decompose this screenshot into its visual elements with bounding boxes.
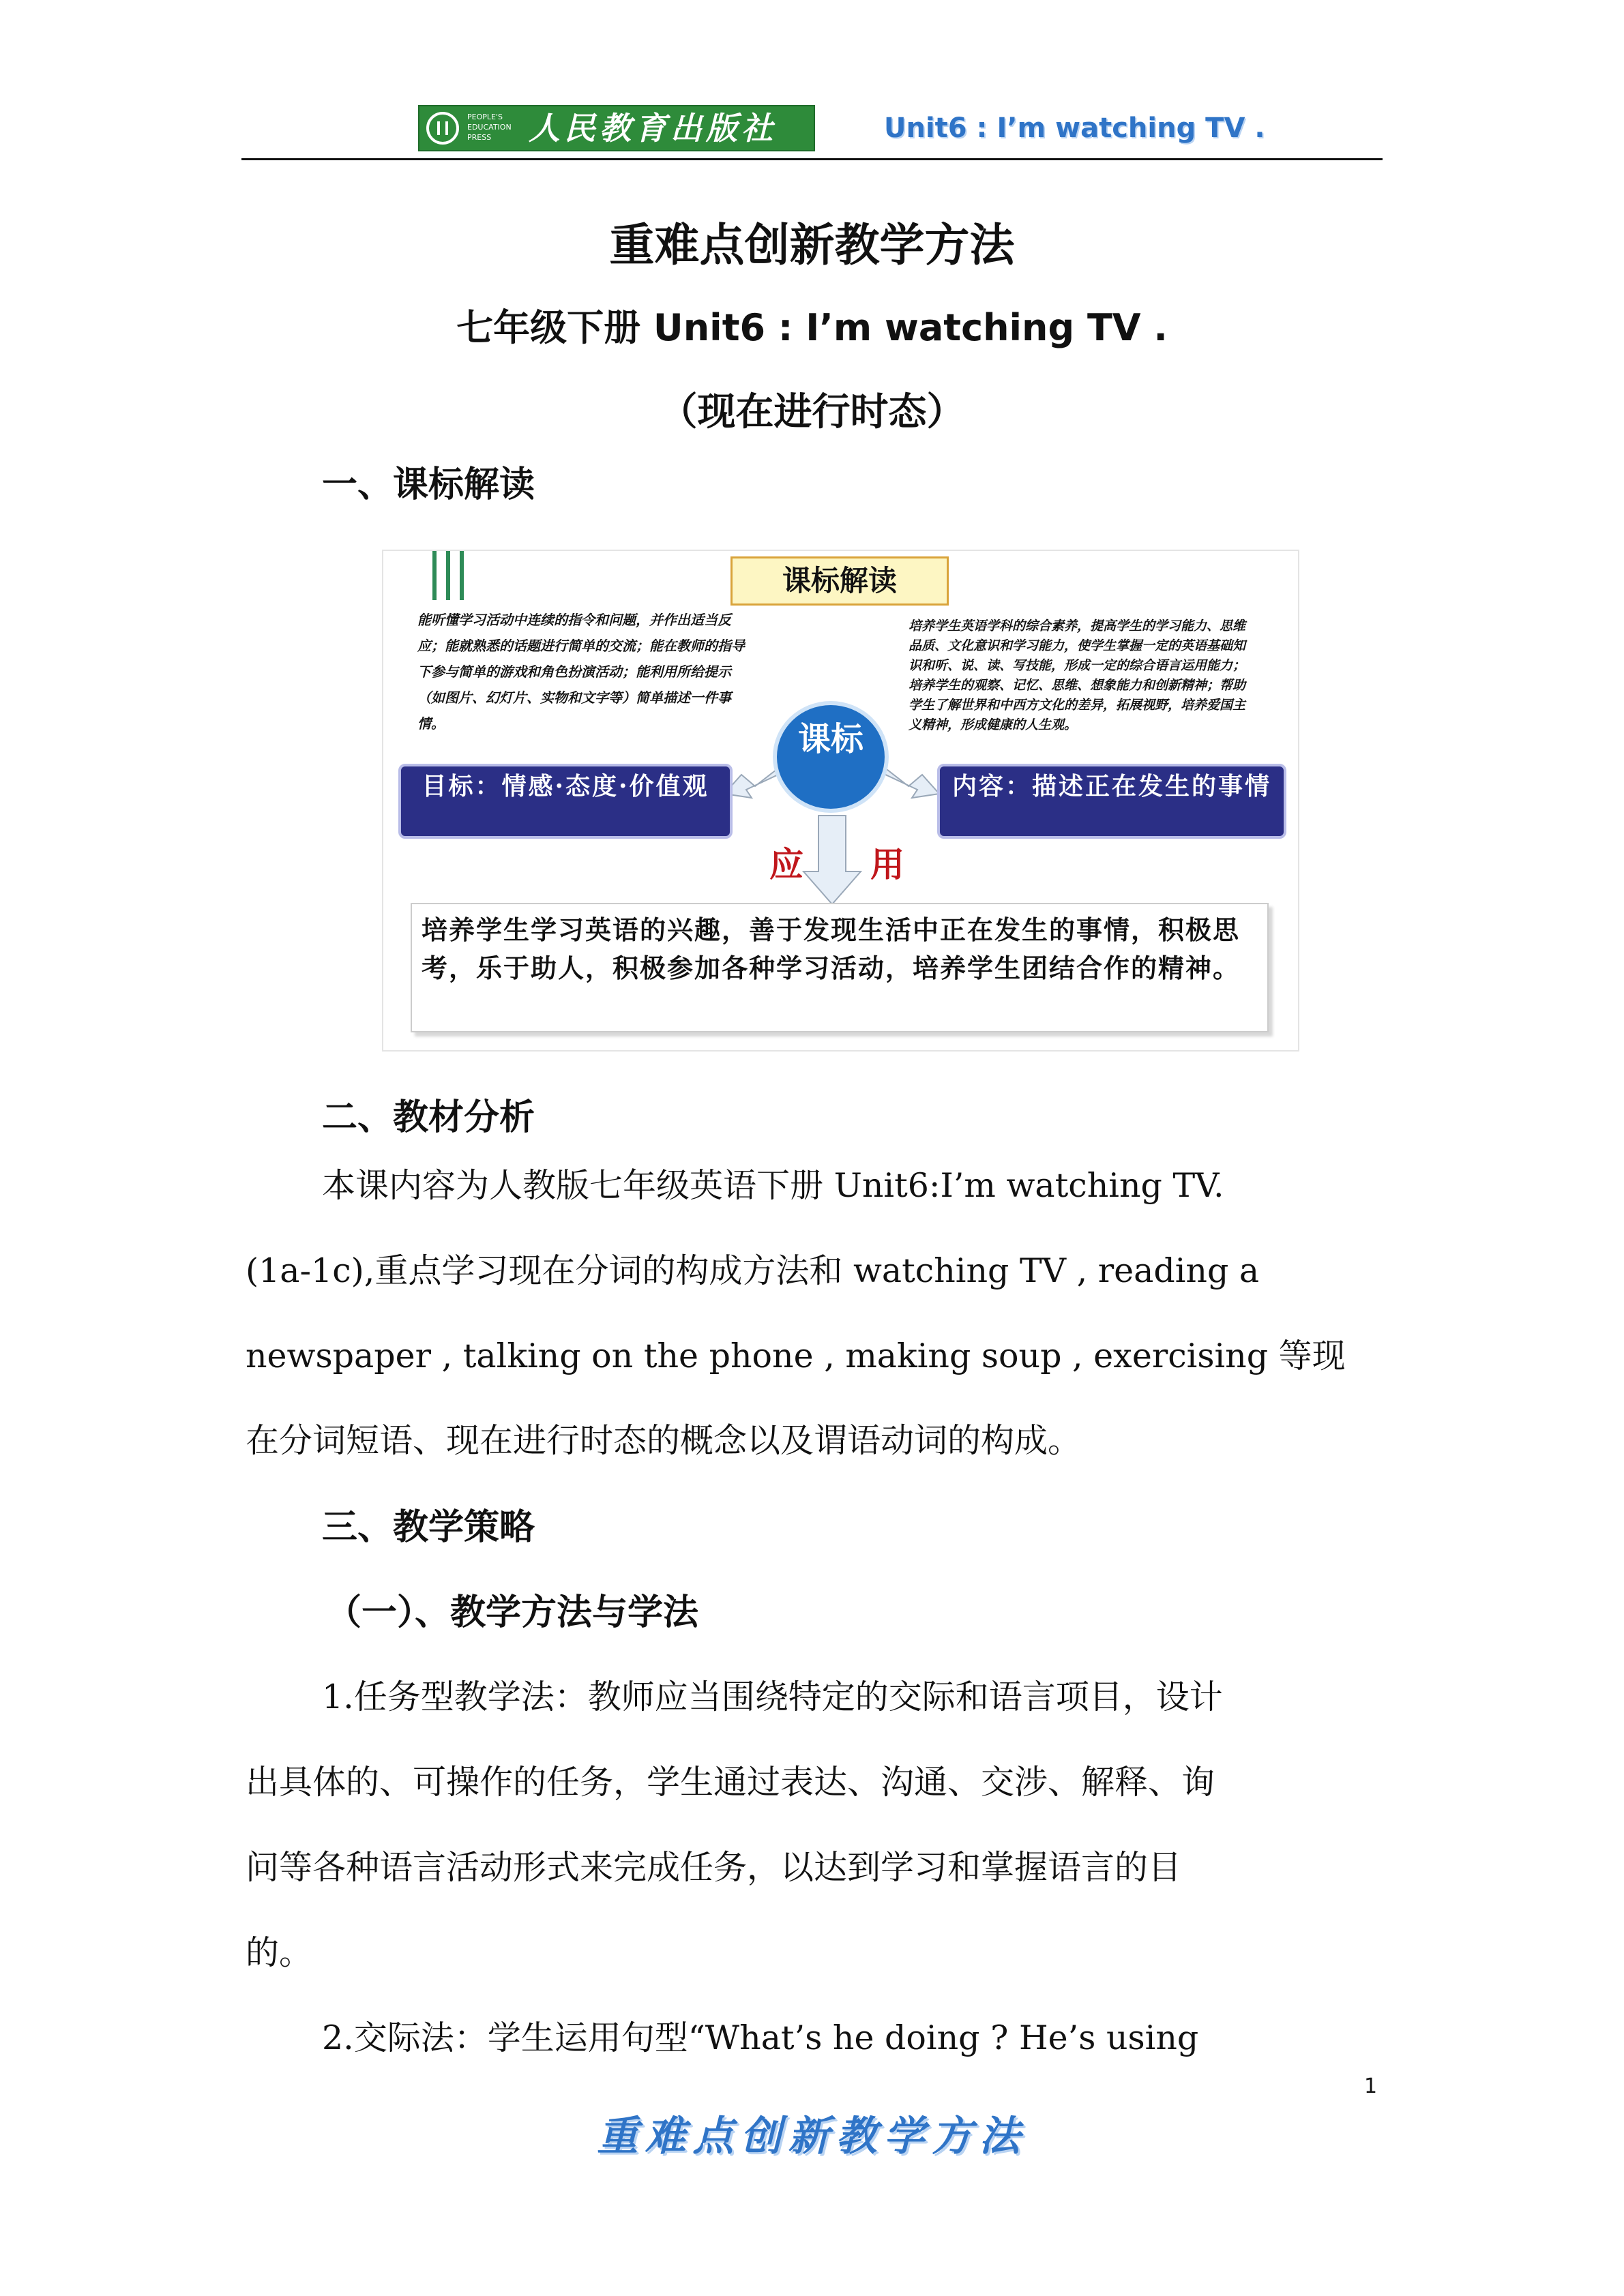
goal-box: 目标：情感·态度·价值观 [398, 764, 733, 839]
down-arrow-icon [803, 816, 861, 904]
paragraph-line: (1a-1c),重点学习现在分词的构成方法和 watching TV , reading a [246, 1251, 1260, 1290]
paragraph-line: 1.任务型教学法：教师应当围绕特定的交际和语言项目，设计 [322, 1678, 1223, 1716]
footer-title: 重难点创新教学方法 [597, 2113, 1027, 2160]
publisher-logo [418, 105, 815, 151]
page-title: 重难点创新教学方法 [609, 219, 1015, 271]
publisher-logo-cn: 人民教育出版社 [529, 110, 777, 147]
paragraph-line: 2.交际法：学生运用句型“What’s he doing ? He’s using [322, 2018, 1199, 2057]
page-subtitle: 七年级下册 Unit6 : I’m watching TV . [456, 306, 1168, 349]
section-heading-2: 二、教材分析 [322, 1097, 535, 1138]
diagram-left-text: 能听懂学习活动中连续的指令和问题，并作出适当反应；能就熟悉的话题进行简单的交流；能在教师的指导下参与简单的游戏和角色扮演活动；能利用所给提示（如图片、幻灯片、实物和文字等）简单描述一件事情。 [417, 612, 745, 732]
section-heading-3: 三、教学策略 [322, 1507, 535, 1548]
apply-label-right: 用 [870, 845, 904, 884]
curriculum-circle: 课标 [773, 701, 889, 813]
paragraph-line: 在分词短语、现在进行时态的概念以及谓语动词的构成。 [246, 1421, 1082, 1460]
content-box: 内容：描述正在发生的事情 [937, 764, 1286, 839]
diagram-bottom-text: 培养学生学习英语的兴趣，善于发现生活中正在发生的事情，积极思考，乐于助人，积极参加各种学习活动，培养学生团结合作的精神。 [411, 903, 1269, 1032]
header-divider [241, 158, 1383, 160]
section-heading-1: 一、课标解读 [322, 464, 535, 505]
diagram-right-text: 培养学生英语学科的综合素养，提高学生的学习能力、思维品质、文化意识和学习能力，使学生掌握一定的英语基础知识和听、说、读、写技能，形成一定的综合语言运用能力；培养学生的观察、记忆、思维、想象能力和创新精神；帮助学生了解世界和中西方文化的差异，拓展视野，培养爱国主义精神，形成健康的人生观。 [909, 618, 1246, 732]
subsection-heading: （一）、教学方法与学法 [326, 1592, 699, 1633]
paragraph-line: 的。 [246, 1933, 313, 1972]
paragraph-line: 问等各种语言活动形式来完成任务，以达到学习和掌握语言的目 [246, 1848, 1182, 1887]
diagram-title: 课标解读 [730, 556, 949, 606]
page-number: 1 [1364, 2074, 1378, 2098]
publisher-emblem-icon [426, 112, 459, 145]
tense-label: （现在进行时态） [659, 390, 965, 434]
paragraph-line: 本课内容为人教版七年级英语下册 Unit6:I’m watching TV. [322, 1166, 1224, 1205]
paragraph-line: 出具体的、可操作的任务，学生通过表达、沟通、交涉、解释、询 [246, 1763, 1215, 1802]
publisher-logo-en: PEOPLE'S EDUCATION PRESS [467, 113, 512, 142]
header-unit-title: Unit6 : I’m watching TV . [884, 113, 1265, 144]
apply-label-left: 应 [769, 845, 803, 884]
paragraph-line: newspaper , talking on the phone , making soup , exercising 等现 [246, 1337, 1346, 1375]
curriculum-diagram [382, 550, 1299, 1052]
